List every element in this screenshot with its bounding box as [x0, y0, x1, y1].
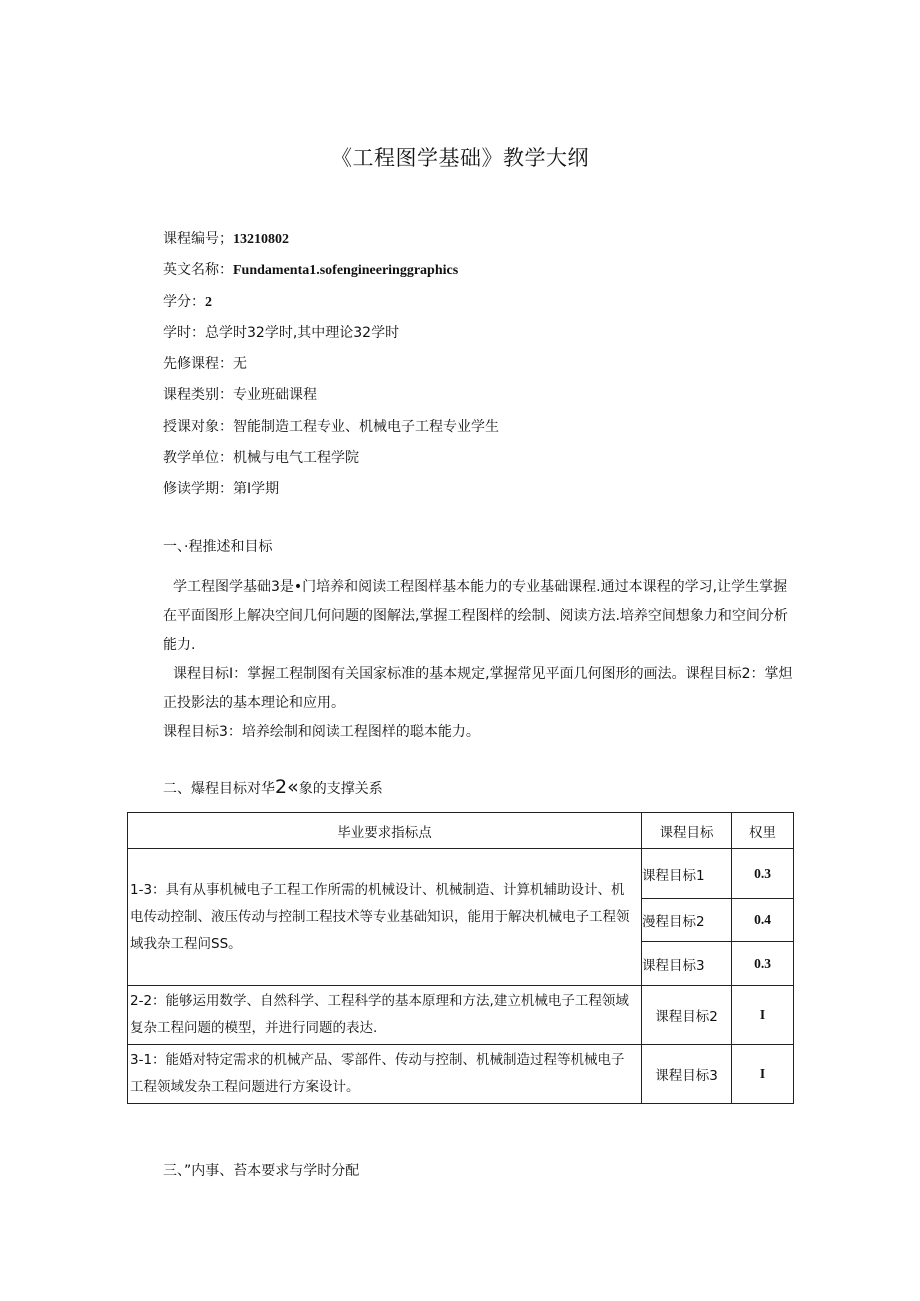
section2-heading — [163, 776, 383, 798]
requirement-cell: 2-2：能够运用数学、自然科学、工程科学的基本原理和方法,建立机械电子工程领域复杂工程问题的模型，并进行同题的表达. — [128, 986, 642, 1045]
support-relation-table — [127, 812, 794, 1104]
info-label: 教学单位： — [163, 450, 233, 467]
table-row — [128, 1045, 794, 1104]
info-label: 课程编号； — [163, 231, 233, 247]
weight-cell: 0.3 — [732, 942, 794, 986]
info-label: 学分： — [163, 293, 205, 310]
header-requirement: 毕业要求指标点 — [128, 813, 642, 849]
weight-cell: I — [732, 1045, 794, 1104]
section2-heading-part-b: 2« — [275, 776, 299, 798]
course-info — [163, 228, 499, 510]
section2-heading-part-a: 二、爆程目标对华 — [163, 781, 275, 797]
info-value: 总学时32学时,其中理论32学时 — [205, 324, 400, 341]
info-row-code — [163, 228, 499, 259]
info-value: 机械与电气工程学院 — [233, 450, 359, 467]
course-intro-paragraph: 学工程图学基础3是•门培养和阅读工程图样基本能力的专业基础课程.通过本课程的学习,让学生掌握在平面图形上解决空间几何问题的图解法,掌握工程图样的绘制、阅读方法.培养空间想象力和空间分析能力. — [163, 579, 788, 653]
info-value: 13210802 — [233, 232, 289, 247]
goal-3-paragraph: 课程目标3：培养绘制和阅读工程图样的聪本能力。 — [163, 724, 480, 740]
info-label: 英文名称： — [163, 262, 233, 279]
header-goal: 课程目标 — [642, 813, 732, 849]
info-label: 学时： — [163, 324, 205, 341]
info-label: 先修课程： — [163, 356, 233, 373]
requirement-cell: 3-1：能婚对特定需求的机械产品、零部件、传动与控制、机械制造过程等机械电子工程领域发杂工程问题进行方案设计。 — [128, 1045, 642, 1104]
table-row — [128, 849, 794, 899]
info-value: Fundamenta1.sofengineeringgraphics — [233, 263, 459, 279]
goal-cell: 漫程目标2 — [642, 899, 732, 942]
weight-cell: 0.4 — [732, 899, 794, 942]
info-row-hours — [163, 322, 499, 353]
table-row — [128, 986, 794, 1045]
table-header-row — [128, 813, 794, 849]
section2-heading-part-c: 象的支撑关系 — [298, 781, 383, 797]
info-row-unit — [163, 447, 499, 478]
goal-cell: 课程目标1 — [642, 849, 732, 899]
info-row-english-name — [163, 259, 499, 290]
info-value: 智能制造工程专业、机械电子工程专业学生 — [233, 418, 499, 435]
info-row-credits — [163, 291, 499, 322]
info-value: 2 — [205, 294, 212, 310]
document-title: 《工程图学基础》教学大纲 — [331, 146, 589, 170]
weight-cell: 0.3 — [732, 849, 794, 899]
info-value: 专业班础课程 — [233, 387, 317, 404]
requirement-cell: 1-3：具有从事机械电子工程工作所需的机械设计、机械制造、计算机辅助设计、机电传动控制、液压传动与控制工程技术等专业基础知识，能用于解决机械电子工程领域我杂工程问SS。 — [128, 849, 642, 986]
info-row-category — [163, 384, 499, 415]
info-value: 第I学期 — [233, 481, 280, 498]
goal-cell: 课程目标3 — [642, 1045, 732, 1104]
weight-cell: I — [732, 986, 794, 1045]
goal-cell: 课程目标3 — [642, 942, 732, 986]
info-label: 课程类别： — [163, 387, 233, 404]
info-value: 无 — [233, 356, 247, 373]
section3-heading: 三、”内事、苔本要求与学时分配 — [163, 1163, 360, 1179]
info-row-audience — [163, 416, 499, 447]
info-row-prerequisite — [163, 353, 499, 384]
header-weight: 权里 — [732, 813, 794, 849]
info-label: 授课对象： — [163, 418, 233, 435]
section1-body — [163, 573, 798, 747]
goal-1-2-paragraph: 课程目标I：掌握工程制图有关国家标准的基本规定,掌握常见平面几何图形的画法。课程目标2：掌炟正投影法的基本理论和应用。 — [163, 666, 793, 711]
goal-cell: 课程目标2 — [642, 986, 732, 1045]
section1-heading: 一、·程推述和目标 — [163, 539, 273, 555]
info-label: 修读学期： — [163, 481, 233, 498]
info-row-semester — [163, 478, 499, 509]
